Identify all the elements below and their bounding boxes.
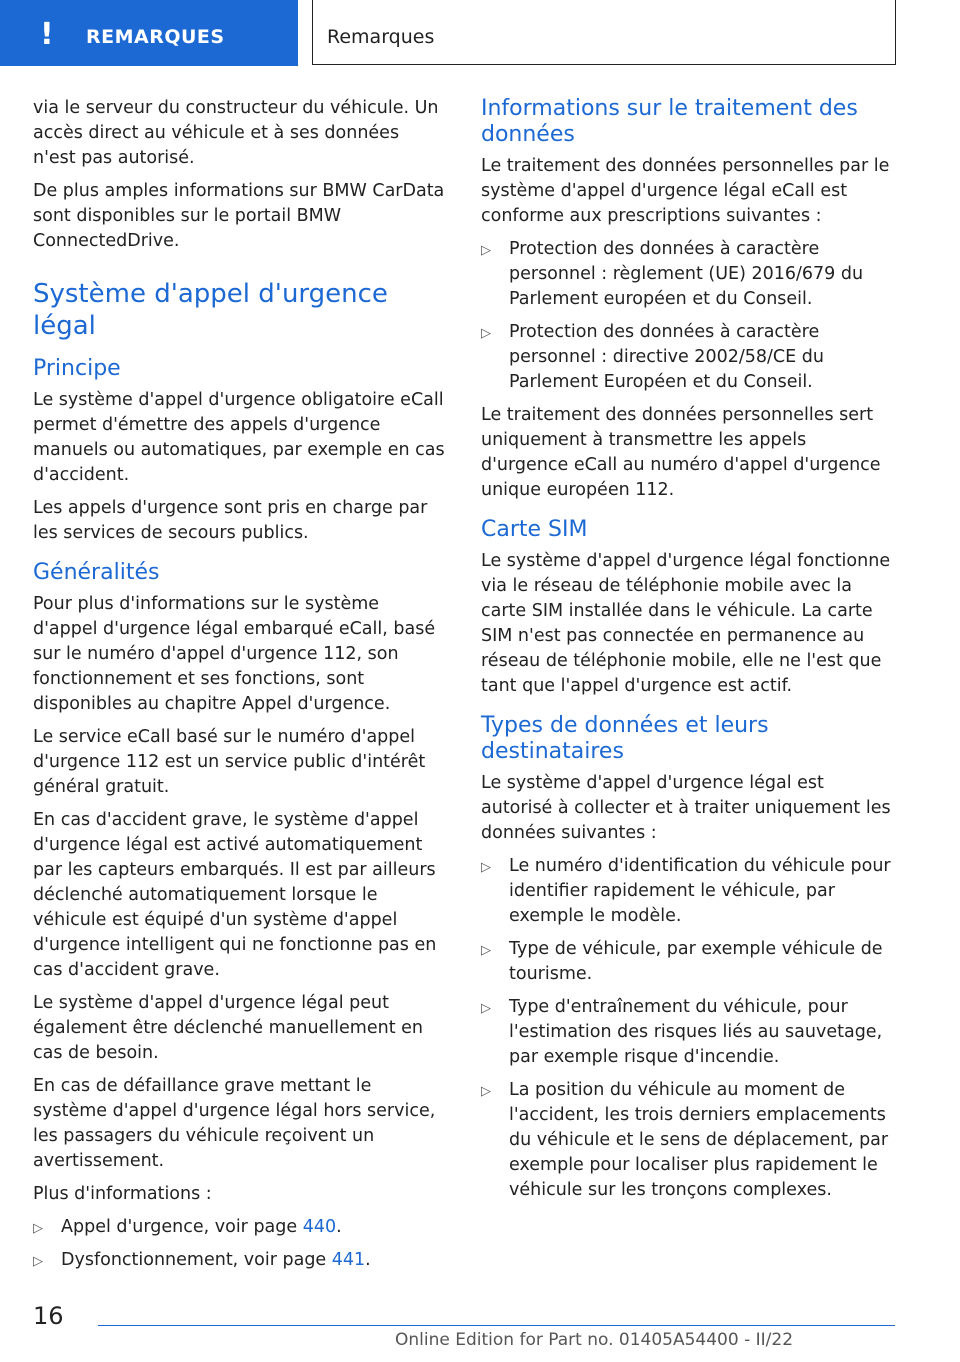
heading-system: Système d'appel d'urgence légal — [33, 279, 388, 341]
edition-text: Online Edition for Part no. 01405A54400 - II/22 — [395, 1330, 794, 1350]
triangle-bullet-icon: ▷ — [481, 1001, 491, 1016]
paragraph: Le système d'appel d'urgence légal est autorisé à collecter et à traiter uniquement les données suivantes : — [481, 773, 891, 843]
ref-suffix: . — [336, 1217, 342, 1237]
list-item-text: Le numéro d'identification du véhicule pour identifier rapidement le véhicule, par exemple le modèle. — [509, 856, 891, 926]
ref-suffix: . — [365, 1250, 371, 1270]
triangle-bullet-icon: ▷ — [481, 860, 491, 875]
ref-text: Dysfonctionnement, voir page — [61, 1250, 332, 1270]
triangle-bullet-icon: ▷ — [481, 326, 491, 341]
paragraph: Le traitement des données personnelles sert uniquement à transmettre les appels d'urgence eCall au numéro d'appel d'urgence unique européen 112. — [481, 405, 881, 500]
paragraph: En cas de défaillance grave mettant le système d'appel d'urgence légal hors service, les passagers du véhicule reçoivent un avertissement. — [33, 1076, 436, 1171]
heading-types: Types de données et leurs destinataires — [481, 713, 769, 764]
heading-principe: Principe — [33, 356, 121, 381]
heading-sim: Carte SIM — [481, 517, 588, 542]
paragraph: Plus d'informations : — [33, 1184, 212, 1204]
page-link[interactable]: 441 — [331, 1250, 366, 1270]
paragraph: Pour plus d'informations sur le système d'appel d'urgence légal embarqué eCall, basé sur le numéro d'appel d'urgence 112, son fonctionnement et ses fonctions, sont disponibles au chapitre Appel d'urgence. — [33, 594, 436, 714]
right-column — [481, 96, 895, 1211]
heading-generalites: Généralités — [33, 560, 160, 585]
section-tab — [0, 0, 298, 66]
list-item-text: Type de véhicule, par exemple véhicule de tourisme. — [509, 939, 883, 984]
paragraph: Le système d'appel d'urgence obligatoire eCall permet d'émettre des appels d'urgence manuels ou automatiques, par exemple en cas d'accident. — [33, 390, 445, 485]
info-list — [481, 237, 895, 395]
list-item-text: Protection des données à caractère personnel : directive 2002/58/CE du Parlement Européen et du Conseil. — [509, 322, 824, 392]
paragraph: Le traitement des données personnelles par le système d'appel d'urgence légal eCall est conforme aux prescriptions suivantes : — [481, 156, 890, 226]
paragraph: Les appels d'urgence sont pris en charge par les services de secours publics. — [33, 498, 428, 543]
list-item — [481, 320, 895, 395]
list-item — [481, 854, 895, 929]
section-label: REMARQUES — [86, 26, 225, 48]
list-item — [33, 1215, 447, 1240]
page-header — [0, 0, 960, 68]
types-list — [481, 854, 895, 1203]
list-item-text: Type d'entraînement du véhicule, pour l'estimation des risques liés au sauvetage, par exemple risque d'incendie. — [509, 997, 883, 1067]
paragraph: En cas d'accident grave, le système d'appel d'urgence légal est activé automatiquement par les capteurs embarqués. Il est par ailleurs déclenché automatiquement lorsque le véhicule est équipé d'un système d'appel d'urgence intelligent qui ne fonctionne pas en cas d'accident grave. — [33, 810, 437, 980]
list-item — [33, 1248, 447, 1273]
triangle-bullet-icon: ▷ — [481, 943, 491, 958]
ref-text: Appel d'urgence, voir page — [61, 1217, 303, 1237]
page-link[interactable]: 440 — [302, 1217, 337, 1237]
page-subtitle: Remarques — [327, 26, 435, 48]
triangle-bullet-icon: ▷ — [481, 1084, 491, 1099]
exclamation-icon: ! — [40, 17, 54, 52]
list-item — [481, 937, 895, 987]
left-column — [33, 96, 447, 1281]
triangle-bullet-icon: ▷ — [33, 1221, 43, 1236]
subtitle-box — [312, 0, 896, 65]
list-item-text: La position du véhicule au moment de l'accident, les trois derniers emplacements du véhicule et le sens de déplacement, par exemple pour localiser plus rapidement le véhicule sur les tronçons complexes. — [509, 1080, 889, 1200]
footer-divider — [98, 1325, 895, 1326]
triangle-bullet-icon: ▷ — [481, 243, 491, 258]
list-item — [481, 237, 895, 312]
paragraph: De plus amples informations sur BMW CarData sont disponibles sur le portail BMW ConnectedDrive. — [33, 181, 445, 251]
triangle-bullet-icon: ▷ — [33, 1254, 43, 1269]
paragraph: Le service eCall basé sur le numéro d'appel d'urgence 112 est un service public d'intérêt général gratuit. — [33, 727, 426, 797]
list-item — [481, 1078, 895, 1203]
reference-list — [33, 1215, 447, 1273]
paragraph: Le système d'appel d'urgence légal fonctionne via le réseau de téléphonie mobile avec la carte SIM installée dans le véhicule. La carte SIM n'est pas connectée en permanence au réseau de téléphonie mobile, elle ne l'est que tant que l'appel d'urgence est actif. — [481, 551, 891, 696]
paragraph: Le système d'appel d'urgence légal peut également être déclenché manuellement en cas de besoin. — [33, 993, 423, 1063]
list-item — [481, 995, 895, 1070]
heading-informations: Informations sur le traitement des données — [481, 96, 858, 147]
paragraph: via le serveur du constructeur du véhicule. Un accès direct au véhicule et à ses données n'est pas autorisé. — [33, 98, 439, 168]
page-number: 16 — [33, 1302, 64, 1330]
list-item-text: Protection des données à caractère personnel : règlement (UE) 2016/679 du Parlement européen et du Conseil. — [509, 239, 864, 309]
